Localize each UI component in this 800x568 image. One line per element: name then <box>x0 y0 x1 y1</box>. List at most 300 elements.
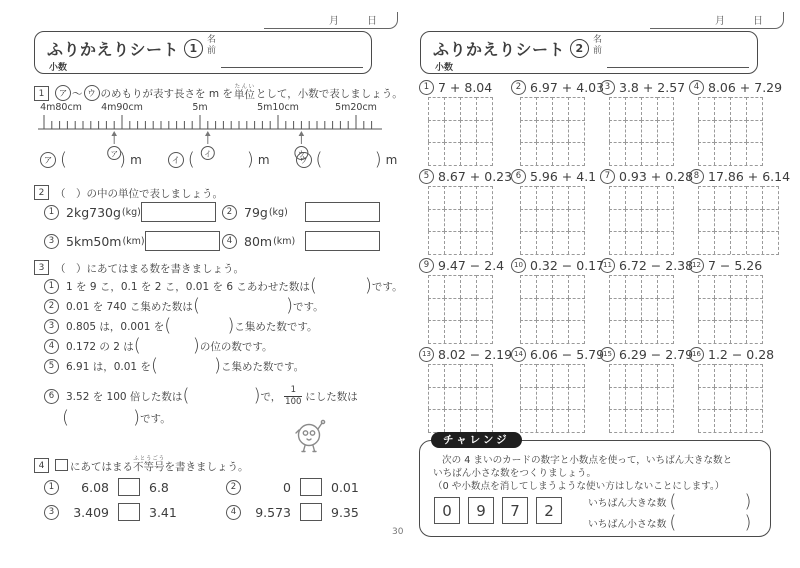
problem-expression: 6.97 + 4.03 <box>530 79 605 95</box>
problem-expression: 1.2 − 0.28 <box>708 346 775 362</box>
item-circled-number: 2 <box>222 205 237 220</box>
item6-circled-number: 6 <box>44 389 59 404</box>
quantity-expression: 5km50m <box>66 233 122 249</box>
grid-cell <box>698 364 715 387</box>
grid-cell <box>657 231 674 254</box>
ruler-label: 5m20cm <box>335 102 377 113</box>
grid-cell <box>730 409 747 432</box>
grid-cell <box>476 275 493 298</box>
worksheet-page-2 <box>414 8 791 560</box>
problem-label <box>419 347 511 361</box>
grid-cell <box>536 275 553 298</box>
grid-cell <box>536 186 553 209</box>
month-label: 月 <box>715 16 725 27</box>
grid-cell <box>520 387 537 410</box>
grid-cell <box>536 298 553 321</box>
grid-cell <box>625 409 642 432</box>
grid-cell <box>552 142 569 165</box>
grid-cell <box>552 275 569 298</box>
problem-label <box>511 169 600 183</box>
inequality-answer-box <box>300 503 322 521</box>
grid-cell <box>641 120 658 143</box>
item-circled-number: 2 <box>44 299 59 314</box>
grid-cell <box>568 231 585 254</box>
grid-cell <box>730 320 747 343</box>
grid-cell <box>730 298 747 321</box>
grid-cell <box>625 275 642 298</box>
grid-cell <box>476 320 493 343</box>
grid-cell <box>746 409 763 432</box>
grid-cell <box>536 409 553 432</box>
problem-expression: 6.06 − 5.79 <box>530 346 605 362</box>
grid-cell <box>641 97 658 120</box>
unit-label: m <box>257 153 270 167</box>
grid-cell <box>428 231 445 254</box>
question2-items <box>44 202 390 251</box>
answer-box <box>305 231 380 251</box>
problem-label <box>419 80 511 94</box>
grid-cell <box>714 298 731 321</box>
challenge-text-line1: 次の 4 まいのカードの数字と小数点を使って，いちばん大きな数と <box>442 455 733 466</box>
item-text-post: こ集めた数です。 <box>234 320 318 333</box>
problem-expression: 7 + 8.04 <box>438 79 493 95</box>
grid-cell <box>746 209 763 232</box>
q4-item <box>44 478 226 496</box>
grid-cell <box>552 409 569 432</box>
ruler-label: 5m10cm <box>257 102 299 113</box>
problem-6 <box>511 169 600 251</box>
item-circled-number: 1 <box>44 205 59 220</box>
circled-letter: ウ <box>296 152 312 168</box>
grid-cell <box>746 186 763 209</box>
problem-label <box>600 80 689 94</box>
grid-cell <box>568 387 585 410</box>
question3-number: 3 <box>34 260 49 275</box>
item-circled-number: 5 <box>44 359 59 374</box>
grid-cell <box>657 186 674 209</box>
calc-grid <box>428 364 493 433</box>
grid-cell <box>460 409 477 432</box>
question4-number: 4 <box>34 458 49 473</box>
problem-14 <box>511 346 605 429</box>
day-label: 日 <box>753 16 763 27</box>
right-number: 9.35 <box>331 504 359 520</box>
grid-cell <box>714 186 731 209</box>
left-number: 0 <box>283 479 291 495</box>
grid-cell <box>476 186 493 209</box>
calc-grid <box>609 364 674 433</box>
sheet-subject: 小数 <box>49 63 68 73</box>
inequality-answer-box <box>118 503 140 521</box>
problem-circled-number: 1 <box>419 80 434 95</box>
sheet-number-badge: 1 <box>184 39 203 58</box>
grid-cell <box>609 209 626 232</box>
problem-circled-number: 11 <box>600 258 615 273</box>
grid-cell <box>520 120 537 143</box>
grid-cell <box>641 142 658 165</box>
grid-cell <box>568 120 585 143</box>
grid-cell <box>520 186 537 209</box>
problem-circled-number: 10 <box>511 258 526 273</box>
item-circled-number: 4 <box>226 505 241 520</box>
sheet-title <box>47 37 203 60</box>
problem-8 <box>689 168 791 251</box>
grid-cell <box>460 387 477 410</box>
grid-cell <box>762 186 779 209</box>
mascot-character-icon <box>292 414 328 456</box>
grid-cell <box>460 209 477 232</box>
item-circled-number: 2 <box>226 480 241 495</box>
grid-cell <box>698 387 715 410</box>
q1-answer-group: ウ ( ) m <box>296 151 398 169</box>
grid-cell <box>520 231 537 254</box>
q4-item <box>226 503 394 521</box>
calc-grid <box>698 97 763 166</box>
grid-cell <box>714 320 731 343</box>
calc-grid <box>698 364 763 433</box>
question3-item6-line1: 6 3.52 を 100 倍した数は ( ) で， $\frac{1}{100}$ にした数は <box>44 386 358 406</box>
grid-cell <box>476 97 493 120</box>
grid-cell <box>609 275 626 298</box>
grid-cell <box>746 120 763 143</box>
day-label: 日 <box>367 16 377 27</box>
grid-cell <box>444 120 461 143</box>
circled-u-label: ウ <box>84 85 100 101</box>
problem-13 <box>419 347 511 429</box>
problem-circled-number: 14 <box>511 347 526 362</box>
question3-prompt: 3 （ ）にあてはまる数を書きましょう。 <box>34 260 244 276</box>
grid-cell <box>714 120 731 143</box>
problem-expression: 8.67 + 0.23 <box>438 168 513 184</box>
grid-cell <box>641 209 658 232</box>
grid-cell <box>428 97 445 120</box>
calc-grid <box>520 97 585 166</box>
problem-circled-number: 2 <box>511 80 526 95</box>
question4-items <box>44 478 394 521</box>
quantity-expression: 80m <box>244 233 273 249</box>
item-circled-number: 1 <box>44 480 59 495</box>
item-circled-number: 3 <box>44 505 59 520</box>
grid-cell <box>609 320 626 343</box>
grid-cell <box>698 231 715 254</box>
grid-cell <box>536 97 553 120</box>
grid-cell <box>698 320 715 343</box>
question3-item6-line2: ( ) です。 <box>62 407 171 428</box>
challenge-badge: チャレンジ <box>431 432 522 448</box>
left-number: 9.573 <box>255 504 291 520</box>
sheet-title-text: ふりかえりシート <box>433 40 566 59</box>
grid-cell <box>625 387 642 410</box>
item-text-pre: 0.805 は，0.001 を <box>66 320 165 333</box>
grid-cell <box>476 364 493 387</box>
problem-10 <box>511 257 605 340</box>
grid-cell <box>444 231 461 254</box>
ruby-tanni: 単位たんい <box>233 84 255 101</box>
grid-cell <box>746 298 763 321</box>
grid-cell <box>714 231 731 254</box>
q2-item <box>44 202 222 222</box>
grid-cell <box>609 186 626 209</box>
item-text-post: の位の数です。 <box>199 340 273 353</box>
grid-cell <box>428 320 445 343</box>
largest-number-answer: いちばん大きな数 ( ) <box>588 491 752 512</box>
problem-circled-number: 3 <box>600 80 615 95</box>
number-card: 0 <box>434 497 460 524</box>
grid-cell <box>568 409 585 432</box>
grid-cell <box>520 275 537 298</box>
ruler-label: 4m80cm <box>40 102 82 113</box>
question3-items <box>44 276 403 376</box>
grid-cell <box>641 364 658 387</box>
calc-grid <box>428 97 493 166</box>
grid-cell <box>428 142 445 165</box>
problem-circled-number: 4 <box>689 80 704 95</box>
name-field-label: 名 前 <box>207 35 217 56</box>
grid-cell <box>460 275 477 298</box>
grid-cell <box>476 231 493 254</box>
number-card: 7 <box>502 497 528 524</box>
grid-cell <box>444 186 461 209</box>
problem-expression: 17.86 + 6.14 <box>708 168 791 184</box>
grid-cell <box>609 231 626 254</box>
grid-cell <box>460 142 477 165</box>
grid-cell <box>762 209 779 232</box>
calc-grid <box>609 97 674 166</box>
problem-11 <box>600 257 694 340</box>
grid-cell <box>428 298 445 321</box>
grid-cell <box>536 320 553 343</box>
grid-cell <box>641 275 658 298</box>
quantity-expression: 2kg730g <box>66 204 121 220</box>
problem-12 <box>689 258 787 340</box>
date-line <box>264 12 398 29</box>
target-unit: (km) <box>122 235 145 247</box>
grid-cell <box>476 298 493 321</box>
fraction-1-100: $\frac{1}{100}$ <box>285 384 302 407</box>
grid-cell <box>657 364 674 387</box>
grid-cell <box>730 120 747 143</box>
calc-grid <box>520 364 585 433</box>
grid-cell <box>641 298 658 321</box>
problem-circled-number: 12 <box>689 258 704 273</box>
problem-expression: 5.96 + 4.1 <box>530 168 597 184</box>
grid-cell <box>714 409 731 432</box>
grid-cell <box>568 97 585 120</box>
grid-cell <box>460 120 477 143</box>
problem-expression: 0.93 + 0.28 <box>619 168 694 184</box>
problem-4 <box>689 80 787 162</box>
problem-label <box>600 257 694 273</box>
grid-cell <box>428 275 445 298</box>
grid-cell <box>444 320 461 343</box>
problem-circled-number: 5 <box>419 169 434 184</box>
marker-letter: イ <box>204 149 212 159</box>
calc-grid <box>698 275 763 344</box>
answer-box <box>305 202 380 222</box>
ruby-futougou: 不等号ふとうごう <box>133 456 165 473</box>
grid-cell <box>476 387 493 410</box>
sheet-number-badge: 2 <box>570 39 589 58</box>
right-number: 6.8 <box>149 479 169 495</box>
grid-cell <box>536 142 553 165</box>
grid-cell <box>762 231 779 254</box>
target-unit: (km) <box>273 235 296 247</box>
grid-cell <box>520 142 537 165</box>
grid-cell <box>714 275 731 298</box>
q4-item <box>44 503 226 521</box>
name-field-label: 名 前 <box>593 35 603 56</box>
problem-expression: 9.47 − 2.4 <box>438 257 505 273</box>
problem-expression: 7 − 5.26 <box>708 257 763 273</box>
month-label: 月 <box>329 16 339 27</box>
grid-cell <box>698 97 715 120</box>
grid-cell <box>568 209 585 232</box>
grid-cell <box>657 209 674 232</box>
q2-item <box>44 231 222 251</box>
q1-answer-group: イ ( ) m <box>168 151 270 169</box>
grid-cell <box>698 409 715 432</box>
grid-cell <box>444 364 461 387</box>
problem-16 <box>689 347 787 429</box>
problem-15 <box>600 346 694 429</box>
grid-cell <box>520 97 537 120</box>
problem-expression: 6.72 − 2.38 <box>619 257 694 273</box>
grid-cell <box>568 142 585 165</box>
question1-prompt: 1 ア 〜 ウ のめもりが表す長さを m を 単位たんい として，小数で表しましょう。 <box>34 84 403 102</box>
number-card: 2 <box>536 497 562 524</box>
grid-cell <box>625 120 642 143</box>
grid-cell <box>609 364 626 387</box>
q2-item <box>222 202 390 222</box>
q3-item: 4 0.172 の 2 は ( ) の位の数です。 <box>44 336 403 356</box>
date-line <box>650 12 784 29</box>
problem-expression: 8.02 − 2.19 <box>438 346 513 362</box>
grid-cell <box>714 142 731 165</box>
left-number: 3.409 <box>73 504 109 520</box>
grid-cell <box>460 231 477 254</box>
q3-item: 3 0.805 は，0.001 を ( ) こ集めた数です。 <box>44 316 403 336</box>
ruler-label: 4m90cm <box>101 102 143 113</box>
marker-arrowhead-icon <box>111 131 117 136</box>
circled-letter: ア <box>40 152 56 168</box>
unit-label: m <box>130 153 142 167</box>
calc-grid <box>428 275 493 344</box>
grid-cell <box>444 298 461 321</box>
grid-cell <box>568 298 585 321</box>
problem-circled-number: 13 <box>419 347 434 362</box>
question4-prompt: 4 にあてはまる不等号ふとうごうを書きましょう。 <box>34 456 249 474</box>
grid-cell <box>520 364 537 387</box>
problem-1 <box>419 80 511 162</box>
item-text-pre: 1 を 9 こ，0.1 を 2 こ，0.01 を 6 こあわせた数は <box>66 280 310 293</box>
grid-cell <box>641 231 658 254</box>
grid-cell <box>609 142 626 165</box>
item-text-post: です。 <box>293 300 324 313</box>
grid-cell <box>625 364 642 387</box>
question2-number: 2 <box>34 185 49 200</box>
problem-label <box>689 258 787 272</box>
grid-cell <box>444 409 461 432</box>
grid-cell <box>714 364 731 387</box>
name-write-line <box>607 67 749 68</box>
calc-grid <box>698 186 779 255</box>
grid-cell <box>460 186 477 209</box>
problem-circled-number: 9 <box>419 258 434 273</box>
grid-cell <box>730 97 747 120</box>
problem-label <box>511 257 605 273</box>
grid-cell <box>625 209 642 232</box>
left-number: 6.08 <box>81 479 109 495</box>
problem-9 <box>419 258 511 340</box>
grid-cell <box>552 209 569 232</box>
grid-cell <box>657 275 674 298</box>
problem-expression: 3.8 + 2.57 <box>619 79 686 95</box>
calc-grid <box>520 275 585 344</box>
grid-cell <box>698 298 715 321</box>
problem-expression: 8.06 + 7.29 <box>708 79 783 95</box>
grid-cell <box>428 209 445 232</box>
grid-cell <box>460 320 477 343</box>
grid-cell <box>730 364 747 387</box>
answer-box <box>145 231 220 251</box>
sheet-subject: 小数 <box>435 63 454 73</box>
grid-cell <box>476 120 493 143</box>
challenge-box <box>419 434 771 537</box>
grid-cell <box>536 364 553 387</box>
problem-2 <box>511 79 605 162</box>
grid-cell <box>552 387 569 410</box>
target-unit: (kg) <box>121 206 141 218</box>
grid-cell <box>520 209 537 232</box>
grid-cell <box>698 275 715 298</box>
circled-letter: イ <box>168 152 184 168</box>
problem-label <box>511 346 605 362</box>
grid-cell <box>698 209 715 232</box>
item-text-post: です。 <box>371 280 403 293</box>
item-text-pre: 6.91 は，0.01 を <box>66 360 151 373</box>
problem-label <box>689 80 787 94</box>
problem-circled-number: 16 <box>689 347 704 362</box>
grid-cell <box>625 97 642 120</box>
grid-cell <box>657 298 674 321</box>
grid-cell <box>609 298 626 321</box>
grid-cell <box>730 142 747 165</box>
marker-letter: ウ <box>297 149 306 159</box>
q1-answer-group: ア ( ) m <box>40 151 142 169</box>
number-card: 9 <box>468 497 494 524</box>
number-cards <box>434 497 562 524</box>
right-number: 3.41 <box>149 504 177 520</box>
grid-cell <box>657 320 674 343</box>
name-write-line <box>221 67 363 68</box>
unit-label: m <box>385 153 398 167</box>
grid-cell <box>536 120 553 143</box>
calc-grid <box>609 275 674 344</box>
grid-cell <box>552 186 569 209</box>
q3-item: 1 1 を 9 こ，0.1 を 2 こ，0.01 を 6 こあわせた数は ( ) です。 <box>44 276 403 296</box>
grid-cell <box>746 364 763 387</box>
smallest-number-answer: いちばん小さな数 ( ) <box>588 512 752 533</box>
problem-label <box>689 168 791 184</box>
grid-cell <box>428 120 445 143</box>
grid-cell <box>428 409 445 432</box>
problem-circled-number: 7 <box>600 169 615 184</box>
grid-cell <box>641 409 658 432</box>
problem-label <box>419 169 511 183</box>
grid-cell <box>746 97 763 120</box>
marker-arrowhead-icon <box>299 131 305 136</box>
grid-cell <box>568 186 585 209</box>
